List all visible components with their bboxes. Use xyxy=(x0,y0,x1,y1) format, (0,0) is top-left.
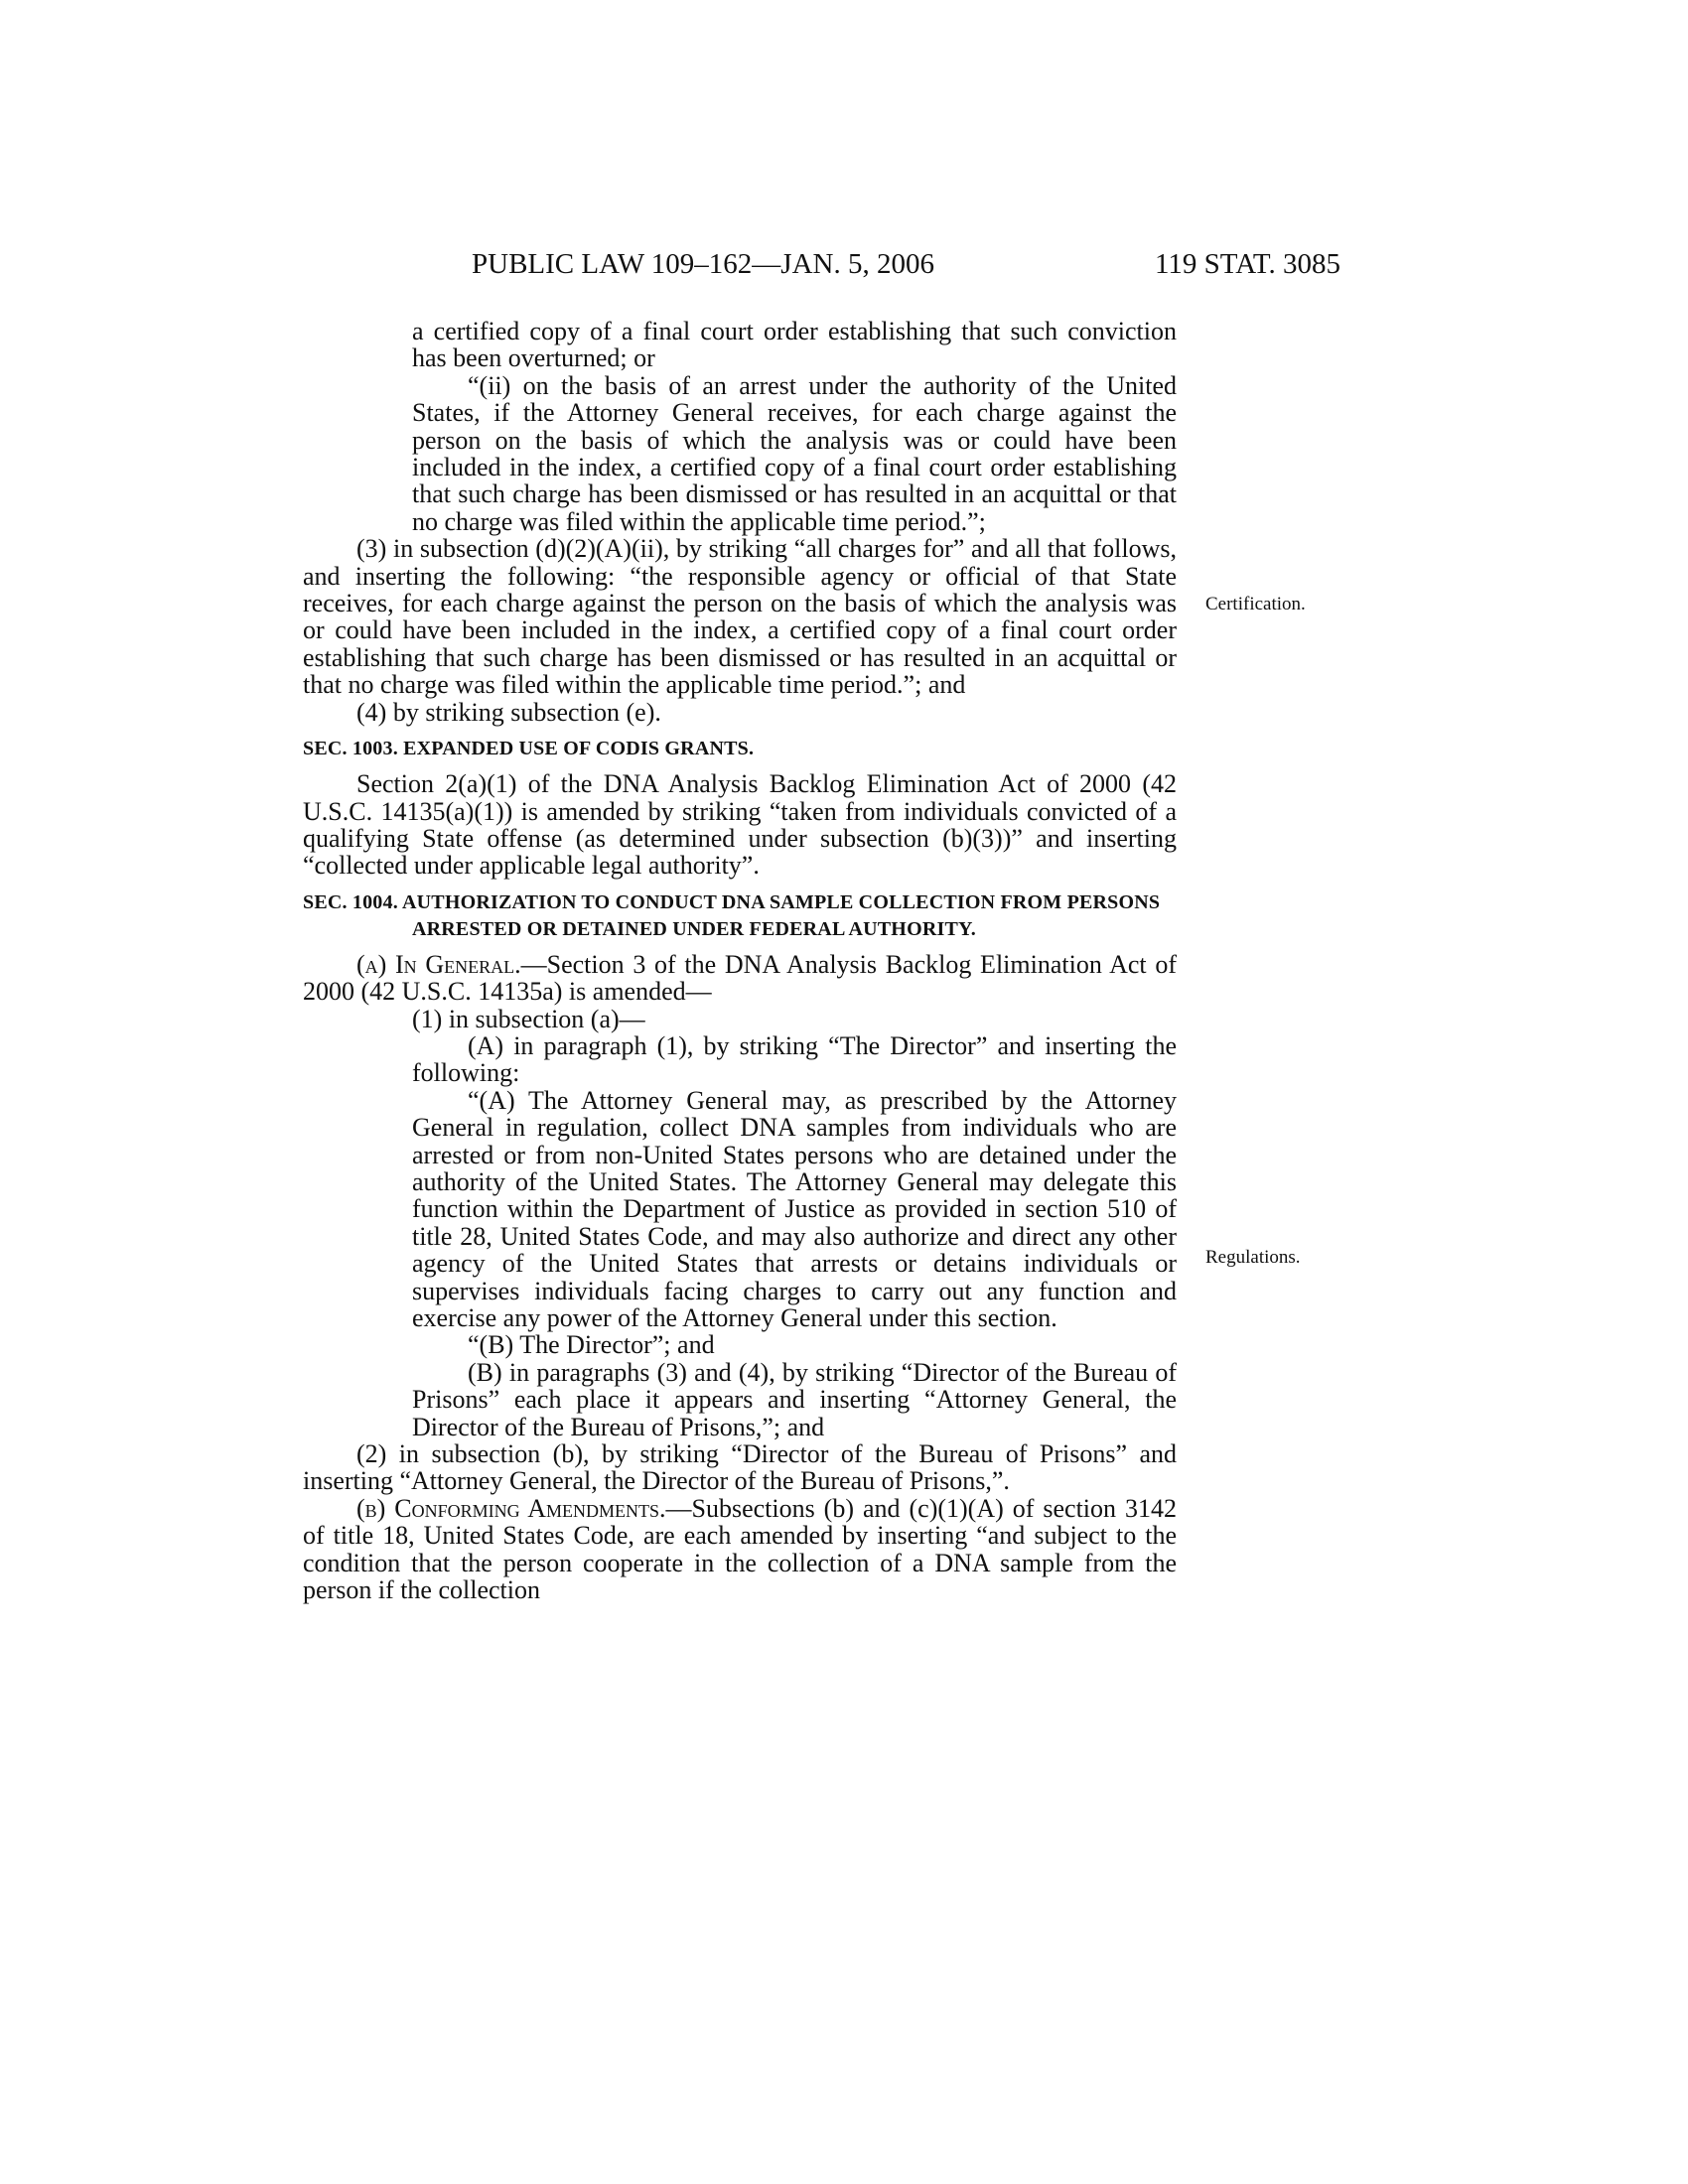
subsection-a-text: —Section 3 of the DNA Analysis Backlog Elimination Act of 2000 (42 U.S.C. 14135a) is amended— xyxy=(303,949,1177,1007)
margin-note-certification: Certification. xyxy=(1205,594,1306,614)
subparagraph-aA: (A) in paragraph (1), by striking “The Director” and inserting the following: xyxy=(412,1030,1177,1088)
subsection-b-text: —Subsections (b) and (c)(1)(A) of section 3142 of title 18, United States Code, are each amended by inserting “and subject to the condition that the person cooperate in the collection of a DNA sample from the person if the collection xyxy=(303,1493,1177,1605)
statute-page-number: 119 STAT. 3085 xyxy=(1155,248,1340,280)
page-header xyxy=(0,248,1688,288)
paragraph-continuation: a certified copy of a final court order establishing that such conviction has been overturned; or xyxy=(412,317,1177,373)
paragraph-item-3: (3) in subsection (d)(2)(A)(ii), by striking “all charges for” and all that follows, and inserting the following: “the responsible agency or official of that State receives, for each charge against the person on the basis of which the analysis was or could have been included in the index, a certified copy of a final court order establishing that such charge has been dismissed or has resulted in an acquittal or that no charge was filed within the applicable time period.”; and xyxy=(303,534,1177,700)
subsection-b-heading: (b) Conforming Amendments. xyxy=(356,1493,666,1523)
section-1004-heading: SEC. 1004. AUTHORIZATION TO CONDUCT DNA SAMPLE COLLECTION FROM PERSONS ARRESTED OR DETAINED UNDER FEDERAL AUTHORITY. xyxy=(303,890,1161,940)
margin-note-regulations: Regulations. xyxy=(1205,1247,1301,1268)
section-1003-text: Section 2(a)(1) of the DNA Analysis Backlog Elimination Act of 2000 (42 U.S.C. 14135(a)(1)) is amended by striking “taken from individuals convicted of a qualifying State offense (as determined under subsection (b)(3))” and inserting “collected under applicable legal authority”. xyxy=(303,769,1177,881)
running-head-title: PUBLIC LAW 109–162—JAN. 5, 2006 xyxy=(472,248,934,280)
subsection-a-heading: (a) In General. xyxy=(356,949,521,979)
paragraph-a2: (2) in subsection (b), by striking “Director of the Bureau of Prisons” and inserting “Attorney General, the Director of the Bureau of Prisons,”. xyxy=(303,1439,1177,1496)
paragraph-a1: (1) in subsection (a)— xyxy=(412,1004,645,1033)
quoted-text-A: “(A) The Attorney General may, as prescribed by the Attorney General in regulation, collect DNA samples from individuals who are arrested or from non-United States persons who are detained under the authority of the United States. The Attorney General may delegate this function within the Department of Justice as provided in section 510 of title 28, United States Code, and may also authorize and direct any other agency of the United States that arrests or detains individuals or supervises individuals facing charges to carry out any function and exercise any power of the Attorney General under this section. xyxy=(412,1085,1177,1332)
subparagraph-aB: (B) in paragraphs (3) and (4), by striking “Director of the Bureau of Prisons” each place it appears and inserting “Attorney General, the Director of the Bureau of Prisons,”; and xyxy=(412,1357,1177,1441)
quoted-text-B: “(B) The Director”; and xyxy=(468,1330,715,1360)
paragraph-clause-ii: “(ii) on the basis of an arrest under the authority of the United States, if the Attorney General receives, for each charge against the person on the basis of which the analysis was or could have been included in the index, a certified copy of a final court order establishing that such charge has been dismissed or has resulted in an acquittal or that no charge was filed within the applicable time period.”; xyxy=(412,370,1177,536)
section-1003-heading: SEC. 1003. EXPANDED USE OF CODIS GRANTS. xyxy=(303,738,755,760)
body-text xyxy=(303,318,1177,1603)
subsection-b xyxy=(303,1495,1177,1604)
subsection-a xyxy=(303,951,1177,1006)
paragraph-item-4: (4) by striking subsection (e). xyxy=(356,697,661,727)
